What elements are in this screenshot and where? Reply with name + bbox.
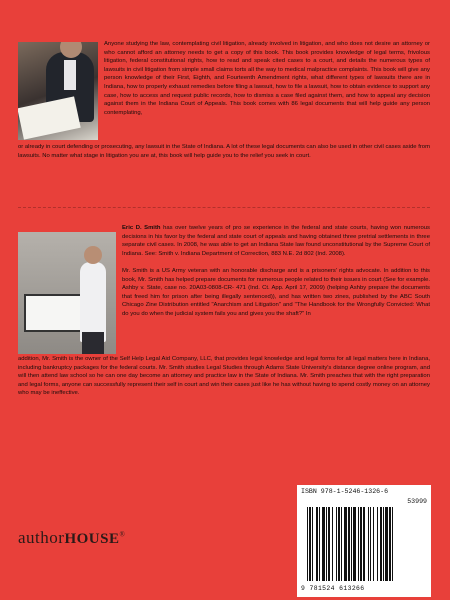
- publisher-logo: [18, 528, 125, 548]
- logo-prefix: author: [18, 528, 65, 547]
- author-bio-middle: Mr. Smith is a US Army veteran with an honorable discharge and is a prisoners' rights advocate. In addition to this book, Mr. Smith has helped prepare documents for numerous people related to their issues in court (See for example. Ashby v. State, case no. 20A03-0808-CR- 471 (Ind. Ct. App. April 17, 2009) (helping Ashby prepare the documents that freed him for prison after being illegally sentenced)), and has written two zines, published by the ABC South Chicago Zine Distribution entitled "Anarchism and Litigation" and "The Handbook for the Wrongfully Convicted: What do you do when the judicial system fails you and gives you the shaft?" In: [122, 267, 430, 317]
- photo-figure-body: [80, 262, 106, 342]
- isbn-text: ISBN 978-1-5246-1326-6: [301, 488, 389, 495]
- description-paragraph-bottom: or already in court defending or prosecuting, any lawsuit in the State of Indiana. A lot of these legal documents can also be used in other civil cases aside from lawsuits. No matter what stage in litigation you are at, this book will help guide you to the relief you seek in court.: [18, 144, 430, 159]
- logo-house: HOUSE: [64, 531, 120, 547]
- author-photo-suit: [18, 42, 98, 140]
- section-divider: [18, 207, 430, 208]
- barcode-number: 9 781524 613266: [301, 585, 365, 592]
- author-name: Eric D. Smith: [122, 225, 161, 231]
- photo-whiteboard: [24, 294, 82, 332]
- author-bio-intro: has over twelve years of pro se experience in the federal and state courts, having won numerous decisions in his favor by the federal and state court of appeals and having obtained three pretrial settlements in three separate civil cases. In 2008, he was able to get an Indiana State law found unconstitutional by the Supreme Court of Indiana. See: Smith v. Indiana Department of Correction, 883 N.E. 2d 802 (Ind. 2008).: [122, 225, 430, 257]
- author-photo-whiteboard: [18, 232, 116, 354]
- description-paragraph-top: Anyone studying the law, contemplating civil litigation, already involved in litigation, and who does not desire an attorney or who cannot afford an attorney needs to get a copy of this book. This book provides knowledge of legal terms, frivolous litigation, federal constitutional rights, how to read and speak cited cases to a court, and details the numerous types of lawsuits in civil litigation from simple small claims torts all the way to medical malpractice complaints. This book will give any person knowledge of their First, Eighth, and Fourteenth Amendment rights, what different types of lawsuits there are in Indiana, how to properly exhaust remedies before filing a lawsuit, how to file a lawsuit, how to obtain evidence to support any case, how to access and request public records, how to dismiss a case filed against them, and how to appeal any decision against them in the Indiana Court of Appeals. This book comes with 86 legal documents that will help guide any person contemplating,: [104, 41, 430, 116]
- barcode-bars: [301, 507, 427, 583]
- price-code: 53999: [407, 498, 427, 505]
- isbn-barcode: [297, 485, 431, 597]
- photo-figure-head: [84, 246, 102, 264]
- photo-figure-legs: [82, 332, 104, 354]
- logo-mark: ®: [119, 530, 126, 539]
- author-bio-bottom: addition, Mr. Smith is the owner of the Self Help Legal Aid Company, LLC, that provides legal knowledge and legal forms for all legal matters here in Indiana, including bankruptcy packages for the federal courts. Mr. Smith studies Legal Studies through Adams State University's distance degree online program, and will then attend law school so he can one day become an attorney and practice law in the State of Indiana. Mr. Smith preaches that with the right preparation and legal forms, anyone can successfully represent their self in court and win their cases just like he has without having to spend costly money on an attorney who may be ineffective.: [18, 356, 430, 397]
- photo-document: [18, 96, 81, 139]
- author-bio-top: [122, 224, 430, 319]
- photo-figure-shirt: [64, 60, 76, 90]
